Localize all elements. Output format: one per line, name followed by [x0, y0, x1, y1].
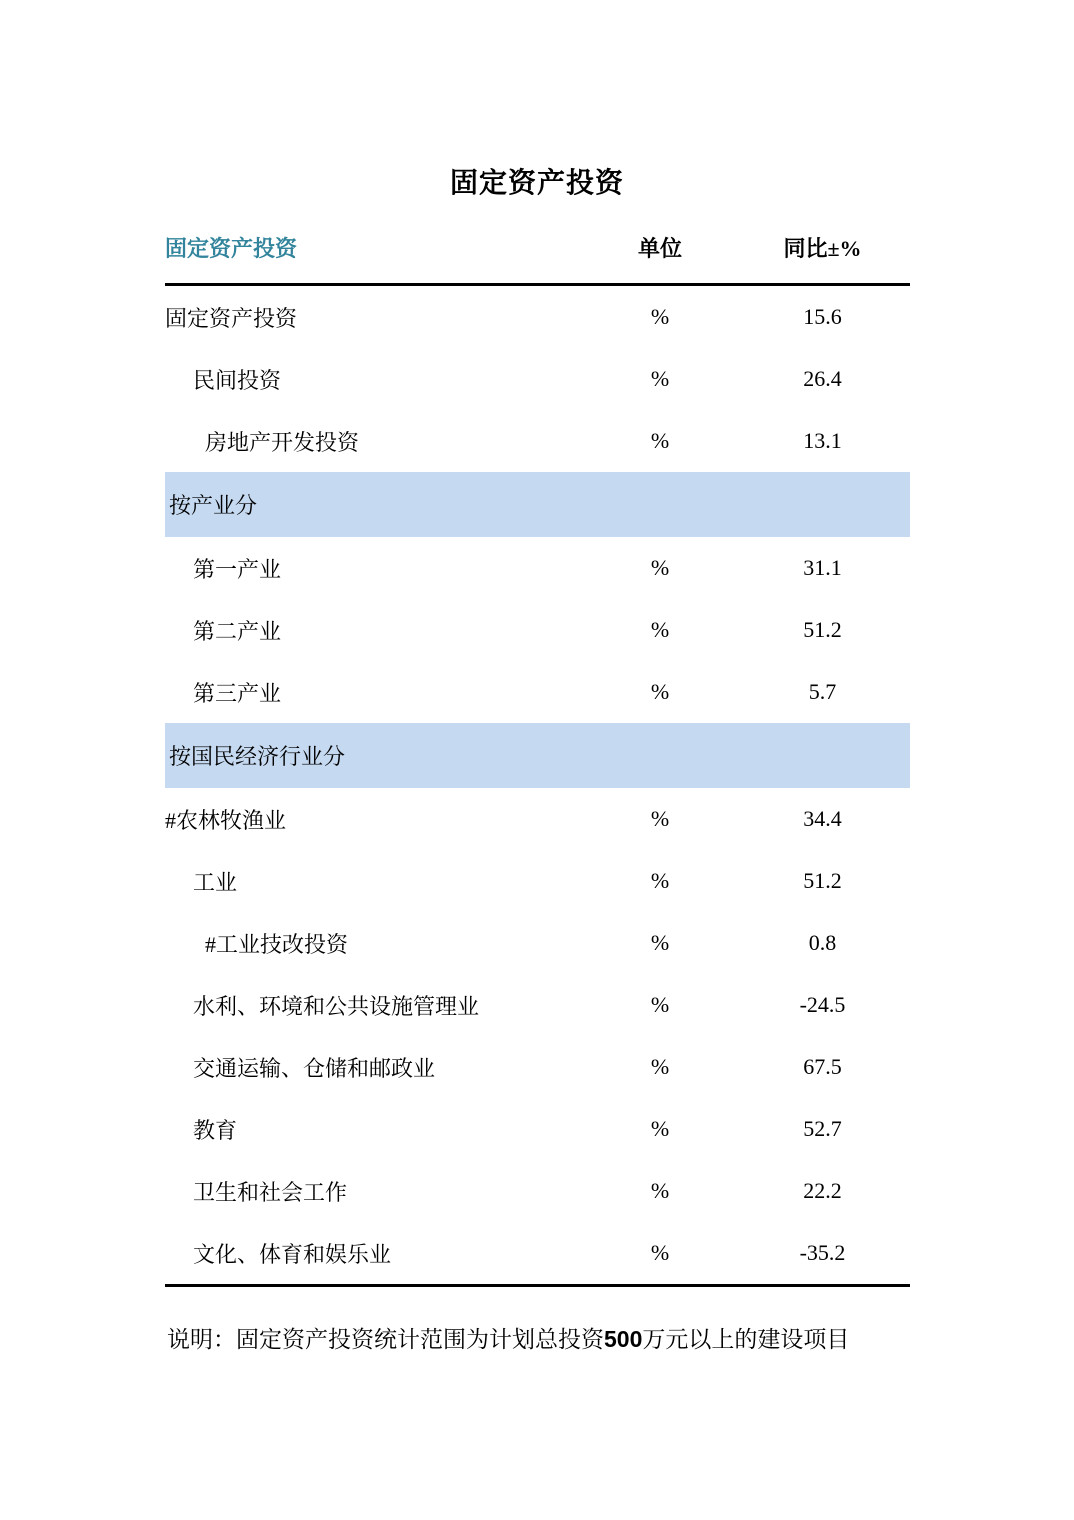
row-label: 卫生和社会工作 [193, 1179, 348, 1205]
row-label: 民间投资 [193, 367, 282, 393]
table-row [165, 537, 910, 599]
row-label: 第二产业 [193, 618, 282, 644]
row-value: 52.7 [803, 1116, 842, 1141]
table-row [165, 286, 910, 348]
table-row [165, 599, 910, 661]
row-unit: % [650, 1054, 670, 1079]
row-unit: % [650, 1240, 670, 1265]
table-header-row [165, 232, 910, 286]
section-band [165, 723, 910, 788]
section-band-label: 按产业分 [169, 493, 258, 518]
table-row [165, 788, 910, 850]
row-label: 交通运输、仓储和邮政业 [193, 1055, 436, 1081]
row-unit: % [650, 428, 670, 453]
row-label: 第三产业 [193, 680, 282, 706]
row-unit: % [650, 1116, 670, 1141]
row-label: 教育 [193, 1117, 238, 1143]
row-unit: % [650, 617, 670, 642]
row-value: 67.5 [803, 1054, 842, 1079]
row-value: 13.1 [803, 428, 842, 453]
row-unit: % [650, 930, 670, 955]
row-label: 固定资产投资 [165, 305, 298, 331]
table-header-label: 固定资产投资 [165, 236, 298, 261]
row-unit: % [650, 366, 670, 391]
table-row [165, 1160, 910, 1222]
row-unit: % [650, 1178, 670, 1203]
table-row [165, 850, 910, 912]
row-unit: % [650, 992, 670, 1017]
table-header-yoy: 同比±% [783, 236, 862, 261]
row-label: 工业 [193, 869, 238, 895]
row-label: #工业技改投资 [205, 931, 349, 957]
table-row [165, 912, 910, 974]
table-row [165, 1098, 910, 1160]
footnote [167, 1323, 912, 1356]
row-unit: % [650, 555, 670, 580]
row-value: -35.2 [799, 1240, 846, 1265]
row-value: 5.7 [808, 679, 837, 704]
row-value: 22.2 [803, 1178, 842, 1203]
row-value: -24.5 [799, 992, 846, 1017]
row-label: 第一产业 [193, 556, 282, 582]
row-value: 26.4 [803, 366, 842, 391]
section-band [165, 472, 910, 537]
row-value: 15.6 [803, 304, 842, 329]
row-unit: % [650, 868, 670, 893]
row-unit: % [650, 679, 670, 704]
row-value: 31.1 [803, 555, 842, 580]
row-label: #农林牧渔业 [165, 807, 287, 833]
section-band-label: 按国民经济行业分 [169, 744, 346, 769]
investment-table [165, 232, 910, 1287]
row-label: 水利、环境和公共设施管理业 [193, 993, 480, 1019]
footnote-number: 500 [604, 1326, 643, 1352]
row-unit: % [650, 304, 670, 329]
page-title: 固定资产投资 [449, 167, 624, 198]
row-value: 0.8 [808, 930, 837, 955]
table-row [165, 1222, 910, 1284]
row-value: 51.2 [803, 868, 842, 893]
row-value: 51.2 [803, 617, 842, 642]
table-header-unit: 单位 [637, 236, 682, 261]
table-body [165, 286, 910, 1287]
row-label: 文化、体育和娱乐业 [193, 1241, 392, 1267]
table-row [165, 348, 910, 410]
footnote-text: 说明：固定资产投资统计范围为计划总投资 [167, 1327, 604, 1352]
row-label: 房地产开发投资 [205, 429, 360, 455]
table-row [165, 661, 910, 723]
table-row [165, 410, 910, 472]
row-unit: % [650, 806, 670, 831]
footnote-text-suffix: 万元以上的建设项目 [642, 1327, 850, 1352]
row-value: 34.4 [803, 806, 842, 831]
table-row [165, 974, 910, 1036]
table-row [165, 1036, 910, 1098]
